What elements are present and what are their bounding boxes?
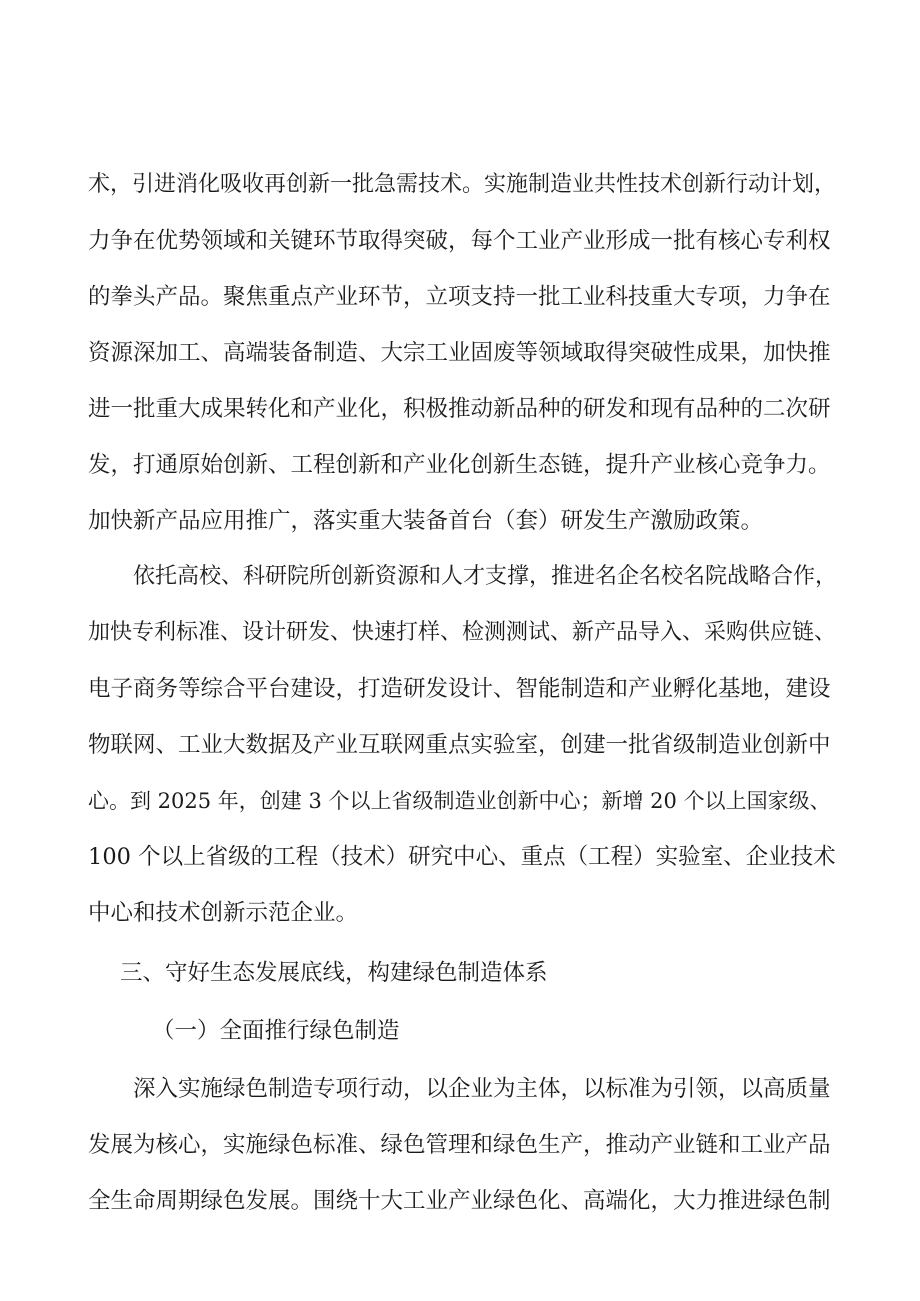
paragraph-line: 全生命周期绿色发展。围绕十大工业产业绿色化、高端化，大力推进绿色制 (88, 1188, 831, 1214)
paragraph-line: 心。到 2025 年，创建 3 个以上省级制造业创新中心；新增 20 个以上国家级、 (88, 789, 831, 813)
paragraph-line: 电子商务等综合平台建设，打造研发设计、智能制造和产业孵化基地，建设 (88, 676, 831, 702)
paragraph-line: 物联网、工业大数据及产业互联网重点实验室，创建一批省级制造业创新中 (88, 732, 831, 758)
paragraph-line: 中心和技术创新示范企业。 (88, 900, 359, 926)
paragraph-line: 依托高校、科研院所创新资源和人才支撑，推进名企名校名院战略合作， (133, 564, 838, 589)
paragraph-line: 100 个以上省级的工程（技术）研究中心、重点（工程）实验室、企业技术 (88, 844, 836, 870)
paragraph-line: 的拳头产品。聚焦重点产业环节，立项支持一批工业科技重大专项，力争在 (88, 284, 831, 310)
paragraph-line: 进一批重大成果转化和产业化，积极推动新品种的研发和现有品种的二次研 (88, 396, 831, 422)
paragraph-line: 加快专利标准、设计研发、快速打样、检测测试、新产品导入、采购供应链、 (88, 620, 837, 645)
section-heading: 三、守好生态发展底线，构建绿色制造体系 (120, 960, 548, 986)
paragraph-line: 深入实施绿色制造专项行动，以企业为主体，以标准为引领，以高质量 (133, 1076, 831, 1102)
paragraph-line: 术，引进消化吸收再创新一批急需技术。实施制造业共性技术创新行动计划， (88, 172, 837, 197)
paragraph-line: 力争在优势领域和关键环节取得突破，每个工业产业形成一批有核心专利权 (88, 228, 831, 254)
paragraph-line: 发展为核心，实施绿色标准、绿色管理和绿色生产，推动产业链和工业产品 (88, 1132, 831, 1158)
paragraph-line: 加快新产品应用推广，落实重大装备首台（套）研发生产激励政策。 (88, 508, 764, 534)
paragraph-line: 发，打通原始创新、工程创新和产业化创新生态链，提升产业核心竞争力。 (88, 452, 831, 478)
paragraph-line: 资源深加工、高端装备制造、大宗工业固废等领域取得突破性成果，加快推 (88, 340, 831, 366)
subsection-heading: （一）全面推行绿色制造 (152, 1018, 400, 1044)
